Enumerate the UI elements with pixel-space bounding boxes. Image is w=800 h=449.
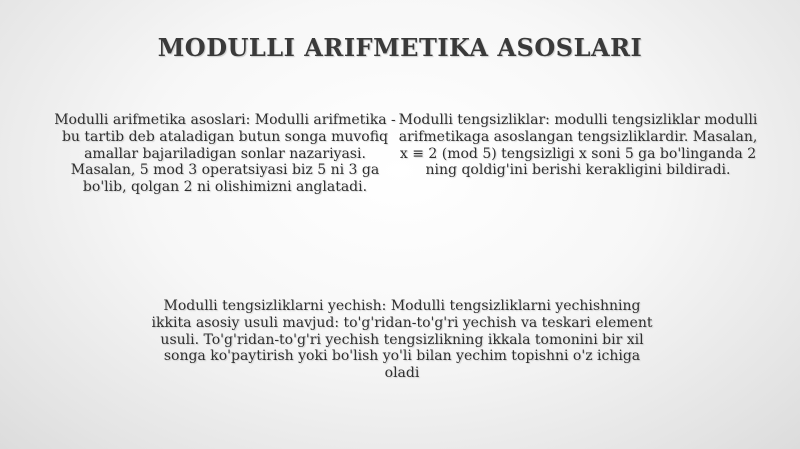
text-block-modular-arithmetic-basics: Modulli arifmetika asoslari: Modulli arifmetika - bu tartib deb ataladigan butun songa muvofiq amallar bajariladigan sonlar nazariyasi. Masalan, 5 mod 3 operatsiyasi biz 5 ni 3 ga bo'lib, qolgan 2 ni olishimizni anglatadi.	[54, 112, 396, 196]
text-block-modular-inequalities: Modulli tengsizliklar: modulli tengsizliklar modulli arifmetikaga asoslangan tengsizliklardir. Masalan, x ≡ 2 (mod 5) tengsizligi x soni 5 ga bo'linganda 2 ning qoldig'ini berishi kerakligini bildiradi.	[398, 112, 758, 179]
text-block-solving-modular-inequalities: Modulli tengsizliklarni yechish: Modulli tengsizliklarni yechishning ikkita asosiy usuli mavjud: to'g'ridan-to'g'ri yechish va teskari element usuli. To'g'ridan-to'g'ri yechish tengsizlikning ikkala tomonini bir xil songa ko'paytirish yoki bo'lish yo'li bilan yechim topishni o'z ichiga oladi	[151, 298, 653, 382]
slide-title: MODULLI ARIFMETIKA ASOSLARI	[157, 33, 643, 62]
